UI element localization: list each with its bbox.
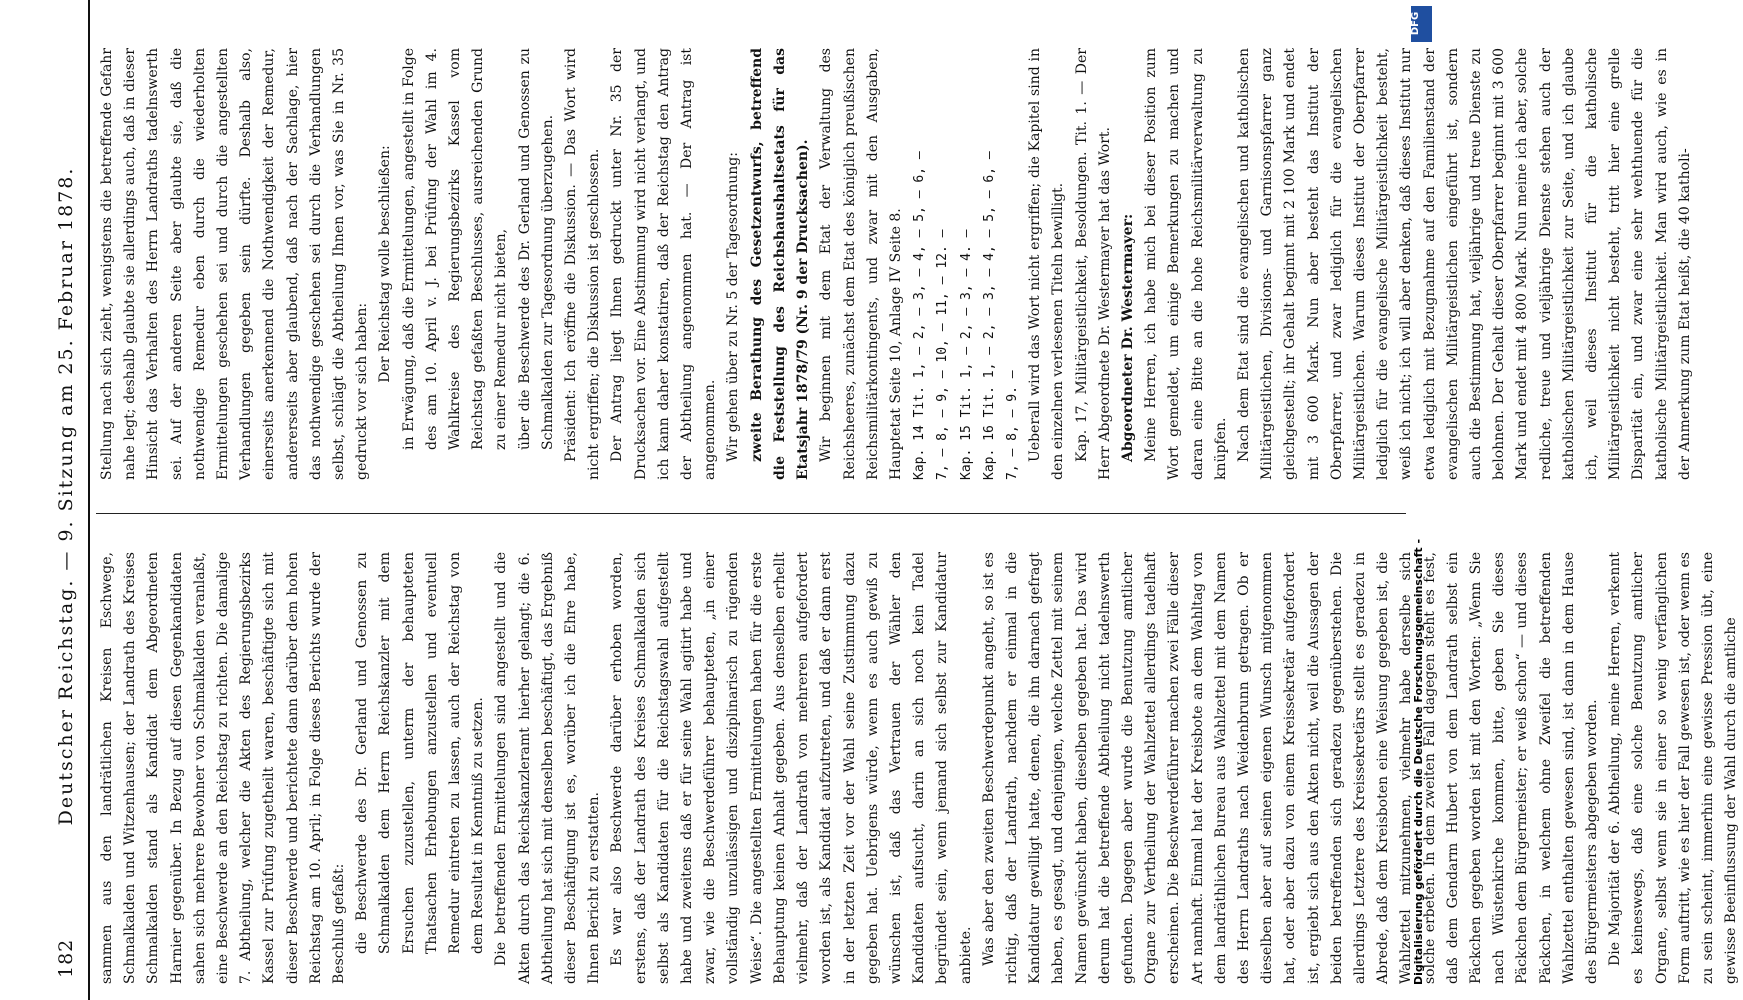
speech-paragraph: Meine Herren, ich habe mich bei dieser Position zum Wort gemeldet, um einige Bemerkungen zu machen und daran eine Bitte an die hohe Reichsmilitärverwaltung zu knüpfen. [1143, 48, 1229, 480]
page-number: 182 [55, 938, 77, 978]
right-column [96, 48, 1693, 480]
budget-line: Kap. 14 Tit. 1, — 2, — 3, — 4, — 5, — 6, — [912, 151, 928, 480]
paragraph: Was aber den zweiten Beschwerdepunkt angeht, so ist es richtig, daß der Landrath, nachdem er einmal in die Kandidatur gewilligt hatte, denen, die ihn darnach gefragt haben, es gesagt, und denjenigen, welche Zettel mit seinem Namen gewünscht haben, dieselben gegeben hat. Das wird derum hat die betreffende Abtheilung nicht tadelnswerth gefunden. Dagegen aber wurde die Benutzung amtlicher Organe zur Vertheilung der Wahlzettel allerdings tadelhaft erscheinen. Die Beschwerdeführer machen zwei Fälle dieser Art namhaft. Einmal hat der Kreisbote an dem Wahltag von dem landräthlichen Bureau aus Wahlzettel mit dem Namen des Herrn Landraths nach Weidenbrunn getragen. Ob er dieselben aber auf seinen eigenen Wunsch mitgenommen hat, oder aber dazu von einem Kreissekretär aufgefordert ist, ergiebt sich aus den Akten nicht, weil die Aussagen der beiden betreffenden sich geradezu gegenüberstehen. Die allerdings Letztere des Kreissekretärs stellt es geradezu in Abrede, daß dem Kreisboten eine Weisung gegeben ist, die Wahlzettel mitzunehmen, vielmehr habe derselbe sich solche erbeten. In dem zweiten Fall dagegen steht es fest, daß dem Gendarm Hubert von dem Landrath selbst ein Päckchen gegeben worden ist mit den Worten: „Wenn Sie nach Wüstenkirche kommen, bitte, geben Sie dieses Päckchen dem Bürgermeister; er weiß schon“ — und dieses Päckchen, in welchem ohne Zweifel die betreffenden Wahlzettel enthalten gewesen sind, ist dann in dem Hause des Bürgermeisters abgegeben worden. [980, 552, 1600, 984]
motion-text: über die Beschwerde des Dr. Gerland und Genossen zu Schmalkalden zur Tagesordnung überzugehen. [516, 48, 556, 450]
paragraph: Stellung nach sich zieht, wenigstens die betreffende Gefahr nahe legt; deshalb glaubte sie allerdings auch, daß in dieser Hinsicht das Verhalten des Herrn Landraths tadelnswerth sei. Auf der anderen Seite aber glaubte sie, daß die nothwendige Remedur eben durch die wiederholten Ermittelungen geschehen sei und durch die angestellten Verhandlungen gegeben sein dürfte. Deshalb also, einerseits anerkennend die Nothwendigkeit der Remedur, andererseits aber glaubend, daß nach der Sachlage, hier das nothwendige geschehen sei durch die Verhandlungen selbst, schlägt die Abtheilung Ihnen vor, was Sie in Nr. 35 gedruckt vor sich haben: [99, 48, 371, 480]
agenda-heading: zweite Berathung des Gesetzentwurfs, betreffend die Feststellung des Reichshaushaltsetats für das Etatsjahr 1878/79 (Nr. 9 der Drucksachen). [748, 48, 812, 480]
column-divider [96, 513, 1406, 514]
budget-line: 7, — 8, — 9. — [1004, 370, 1020, 480]
running-title: Deutscher Reichstag. — 9. Sitzung am 25. Februar 1878. [55, 166, 77, 826]
paragraph: Ueberall wird das Wort nicht ergriffen; die Kapitel sind in den einzelnen verlesenen Titeln bewilligt. [1027, 48, 1067, 480]
budget-line: Kap. 15 Tit. 1, — 2, — 3, — 4. — [958, 229, 974, 480]
president-statement: Wir gehen über zu Nr. 5 der Tagesordnung: [725, 152, 742, 462]
president-statement: Präsident: Ich eröffne die Diskussion. — Das Wort wird nicht ergriffen; die Diskussion ist geschlossen. [563, 48, 603, 480]
paragraph: Die betreffenden Ermittelungen sind angestellt und die Akten durch das Reichskanzleramt hierher gelangt; die 6. Abtheilung hat sich mit denselben beschäftigt, das Ergebniß dieser Beschäftigung ist es, worüber ich die Ehre habe, Ihnen Bericht zu erstatten. [493, 552, 603, 984]
paragraph: Kap. 17, Militärgeistlichkeit, Besoldungen. Tit. 1. — Der Herr Abgeordnete Dr. Westermayer hat das Wort. [1073, 48, 1113, 480]
speech-paragraph: Nach dem Etat sind die evangelischen und katholischen Militärgeistlichen, Divisions- und Garnisonspfarrer ganz gleichgestellt; ihr Gehalt beginnt mit 2 100 Mark und endet mit 3 600 Mark. Nun aber besteht das Institut der Oberpfarrer, und zwar lediglich für die evangelischen Militärgeistlichen. Warum dieses Institut der Oberpfarrer lediglich für die evangelische Militärgeistlichkeit besteht, weiß ich nicht; ich will aber denken, daß dieses Institut nur etwa lediglich mit Bezugnahme auf den Familienstand der evangelischen Militärgeistlichen eingeführt ist, sondern auch die Bestimmung hat, vieljährige und treue Dienste zu belohnen. Der Gehalt dieser Oberpfarrer beginnt mit 3 600 Mark und endet mit 4 800 Mark. Nun meine ich aber, solche redliche, treue und vieljährige Dienste stehen auch der katholischen Militärgeistlichkeit zur Seite, und ich glaube ich, weil dieses Institut für die katholische Militärgeistlichkeit nicht besteht, tritt hier eine grelle Disparität ein, und zwar eine sehr wehthuende für die katholische Militärgeistlichkeit. Man wird auch, wie es in der Anmerkung zum Etat heißt, die 40 katholi- [1235, 48, 1693, 480]
speaker-label: Abgeordneter Dr. Westermayer: [1119, 213, 1136, 462]
paragraph: Die Majorität der 6. Abtheilung, meine Herren, verkennt es keineswegs, daß eine solche Benutzung amtlicher Organe, selbst wenn sie in einer so wenig verfänglichen Form auftritt, wie es hier der Fall gewesen ist, oder wenn es zu sein scheint, immerhin eine gewisse Pression übt, eine gewisse Beeinflussung der Wahl durch die amtliche [1607, 552, 1740, 984]
resolution-quote: die Beschwerde des Dr. Gerland und Genossen zu Schmalkalden dem Herrn Reichskanzler mit dem Ersuchen zuzustellen, unterm der behaupteten Thatsachen Erhebungen anzustellen und eventuell Remedur eintreten zu lassen, auch der Reichstag von dem Resultat in Kenntniß zu setzen. [354, 552, 487, 954]
president-statement: Der Antrag liegt Ihnen gedruckt unter Nr. 35 der Drucksachen vor. Eine Abstimmung wird nicht verlangt, und ich kann daher konstatiren, daß der Reichstag den Antrag der Abtheilung angenommen hat. — Der Antrag ist angenommen. [609, 48, 719, 480]
dfg-logo [1411, 6, 1432, 42]
motion-text: in Erwägung, daß die Ermittelungen, angestellt in Folge des am 10. April v. J. bei Prüfung der Wahl im 4. Wahlkreise des Regierungsbezirks Kassel vom Reichstag gefaßten Beschlusses, ausreichenden Grund zu einer Remedur nicht bieten, [400, 48, 510, 450]
dfg-logo-text: DFG [1410, 11, 1422, 36]
paragraph: Es war also Beschwerde darüber erhoben worden, erstens, daß der Landrath des Kreises Schmalkalden sich selbst als Kandidaten für die Reichstagswahl aufgestellt habe und zweitens daß er für seine Wahl agitirt habe und zwar, wie die Beschwerdeführer behaupteten, „in einer vollständig unzulässigen und disziplinarisch zu rügenden Weise“. Die angestellten Ermittelungen haben für die erste Behauptung keinen Anhalt gegeben. Aus denselben erhellt vielmehr, daß der Landrath von mehreren aufgefordert worden ist, als Kandidat aufzutreten, und daß er dann erst in der letzten Zeit vor der Wahl seine Zustimmung dazu gegeben hat. Uebrigens würde, wenn es auch gewiß zu wünschen ist, daß das Vertrauen der Wähler den Kandidaten aufsucht, darin an sich noch kein Tadel begründet sein, wenn jemand sich selbst zur Kandidatur anbiete. [609, 552, 974, 984]
credit-text: Digitalisierung gefördert durch die Deutsche Forschungsgemeinschaft - [1412, 538, 1425, 985]
header-rule [88, 0, 90, 1000]
budget-intro: Wir beginnen mit dem Etat der Verwaltung des Reichsheeres, zunächst dem Etat des königlich preußischen Reichsmilitärkontingents, und zwar mit den Ausgaben, Hauptetat Seite 10, Anlage IV Seite 8. [818, 48, 904, 480]
paragraph: sammen aus den landrätlichen Kreisen Eschwege, Schmalkalden und Witzenhausen; der Landrath des Kreises Schmalkalden stand als Kandidat dem Abgeordneten Harnier gegenüber. In Bezug auf diesen Gegenkandidaten sahen sich mehrere Bewohner von Schmalkalden veranlaßt, eine Beschwerde an den Reichstag zu richten. Die damalige 7. Abtheilung, welcher die Akten des Regierungsbezirks Kassel zur Prüfung zugetheilt waren, beschäftigte sich mit dieser Beschwerde und berichtete dann darüber dem hohen Reichstag am 10. April; in Folge dieses Berichts wurde der Beschluß gefaßt: [99, 552, 348, 984]
budget-line: 7, — 8, — 9, — 10, — 11, — 12. — [935, 229, 951, 480]
budget-line: Kap. 16 Tit. 1, — 2, — 3, — 4, — 5, — 6, — [981, 151, 997, 480]
page-header [55, 0, 81, 992]
motion-heading: Der Reichstag wolle beschließen: [377, 145, 394, 383]
